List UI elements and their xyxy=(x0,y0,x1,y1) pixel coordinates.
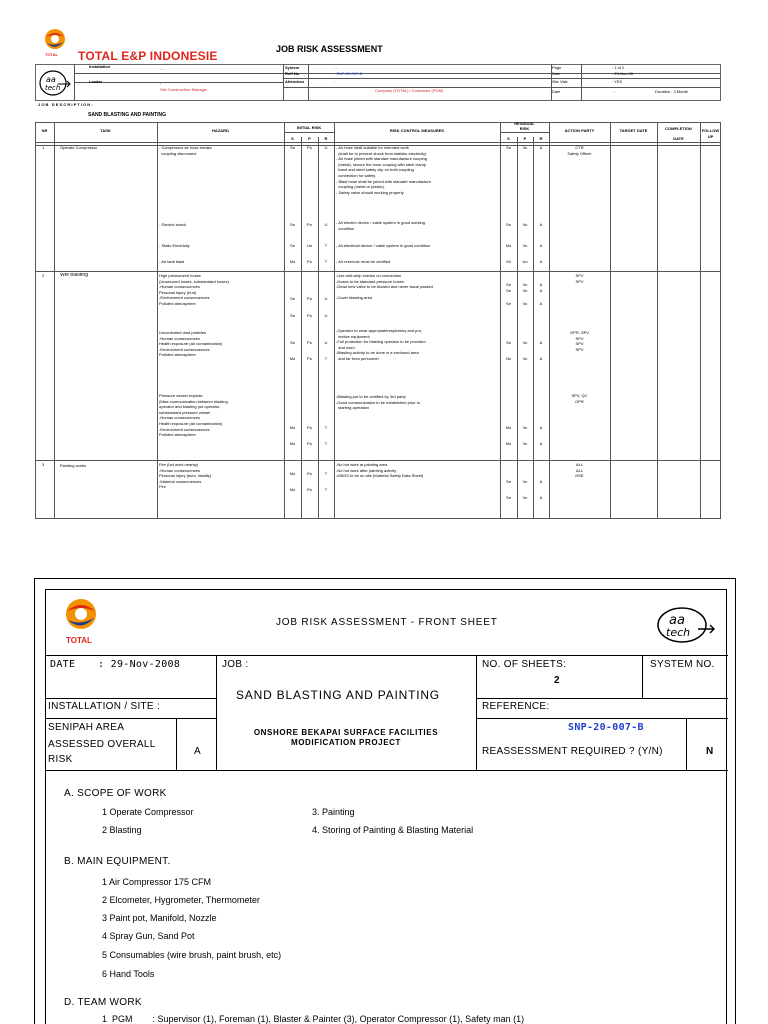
system-value: : - xyxy=(334,65,338,70)
aatech-logo xyxy=(38,68,72,98)
installation-label: Installation xyxy=(89,64,111,69)
list-item: 4. Storing of Painting & Blasting Material xyxy=(312,825,474,835)
control: -Operator to wear appropiaterespiratory and pro- tective equipment -Full protection for blasting operator to be provided and worn -Blasting activity to be done in a enclosed area and far from personnel xyxy=(336,328,426,361)
rr-p: Vu Vu xyxy=(522,425,528,446)
rr-s: Mo Mo xyxy=(505,425,512,446)
control: - All electrical device / cable system in good condition xyxy=(336,243,431,248)
hazard: - Electric shock xyxy=(159,222,187,227)
ir-p: Po xyxy=(307,259,312,264)
list-item: 6 Hand Tools xyxy=(102,969,155,979)
list-item: 2 Blasting xyxy=(102,825,142,835)
rr-s: Se Se Se xyxy=(506,282,511,307)
ir-p: Un xyxy=(306,243,313,248)
ir-s: Se xyxy=(290,243,295,248)
ir-s: Mo Mo xyxy=(289,425,296,446)
aatech-logo xyxy=(654,605,716,645)
row-nr: 3 xyxy=(42,462,45,467)
rr-s: Se xyxy=(506,222,511,227)
hazard: High pressurized hoses (Unsecured hoses, substandard hoses) -Human consecuences Personal Injury (hurt) -Environment consecuences Polluted atmosphere xyxy=(159,273,229,306)
rr-s: Se Se xyxy=(506,479,511,500)
ir-s: Se xyxy=(290,145,295,150)
col-nr: NR xyxy=(41,128,48,133)
assessed-label: ASSESSED OVERALL RISK xyxy=(48,739,156,765)
leader-value: : xyxy=(160,81,162,86)
leader-label: Leader xyxy=(89,79,103,84)
col-action: ACTION PARTY xyxy=(564,128,595,133)
rr-p: Vu Vu Vu xyxy=(522,282,528,307)
rr-r: A A xyxy=(539,425,543,446)
job-description: SAND BLASTING AND PAINTING xyxy=(88,112,167,118)
control: -Blasting pot to be certified by 3rd party -Good communication to be established prior to starting operation xyxy=(336,394,421,411)
installation-value: SENIPAH AREA xyxy=(48,722,125,733)
reassessment-value: N xyxy=(706,746,714,757)
sitevisit-label: Site Visit xyxy=(552,79,568,84)
col-ir-r: R xyxy=(324,136,328,141)
job-description-label: J O B D E S C R I P T I O N : xyxy=(38,102,93,107)
ir-p: Po Po xyxy=(307,296,312,318)
list-item: 1 Air Compressor 175 CFM xyxy=(102,877,212,887)
total-logo xyxy=(60,596,102,638)
rr-r: A xyxy=(539,243,543,248)
list-item: 3. Painting xyxy=(312,807,355,817)
ir-r: U U xyxy=(324,296,328,318)
ir-r: T xyxy=(324,259,328,264)
col-hazard: HAZARD xyxy=(212,128,229,133)
company-brand: TOTAL E&P INDONESIE xyxy=(78,49,218,63)
rr-r: A xyxy=(539,259,543,264)
list-item: 4 Spray Gun, Sand Pot xyxy=(102,931,195,941)
hazard: - Air tank blast xyxy=(159,259,185,264)
system-label: System xyxy=(285,65,300,70)
col-target: TARGET DATE xyxy=(619,128,648,133)
front-sheet-inner xyxy=(45,589,727,1024)
control: -No hot work at painting area -No hot work after painting activity -MSDS to be on site (Material Safety Data Sheet) xyxy=(336,462,424,479)
job-title: SAND BLASTING AND PAINTING xyxy=(236,688,440,702)
hazard: Fire (hot work nearby) -Human consecuences Personal injury (burn, fatality) -Material consecuences Fire xyxy=(159,462,212,490)
rr-s: Mi xyxy=(506,259,511,264)
rr-s: Mo xyxy=(505,243,512,248)
total-small-text: TOTAL xyxy=(45,52,58,57)
row-nr: 2 xyxy=(42,273,45,278)
control: - All electric device / cable system in good working condition xyxy=(336,220,425,231)
row-task: Wet Blasting xyxy=(60,273,88,278)
ir-r: T xyxy=(324,243,328,248)
rr-p: Vu xyxy=(522,222,528,227)
sitevisit-value: : YES xyxy=(612,79,623,84)
ir-r: U xyxy=(324,145,328,150)
rr-p: Vu xyxy=(522,243,528,248)
hazard: - Compressor air hose breaks coupling disconnect xyxy=(159,145,212,156)
rr-r: A xyxy=(539,222,543,227)
ir-p: Po xyxy=(307,145,312,150)
sheet-title: JOB RISK ASSESSMENT xyxy=(276,44,383,54)
ir-p: Po Po xyxy=(307,471,312,492)
ir-r: T T xyxy=(324,425,328,446)
job-label: JOB : xyxy=(222,659,249,670)
reference-value: SNP-20-007-B xyxy=(568,722,644,733)
ir-r: U T xyxy=(324,340,328,361)
page-value: : 1 of 2 xyxy=(612,65,625,70)
action-party: ALL ALL HSE xyxy=(575,462,584,479)
rr-r: A A xyxy=(539,340,543,361)
ir-s: Se xyxy=(290,222,295,227)
leader-name: Site Construction Manager xyxy=(160,87,208,92)
ir-s: Se Se xyxy=(290,296,295,318)
rr-p: Vu Vu xyxy=(522,340,528,361)
rr-r: A xyxy=(539,145,543,150)
svg-text:aa: aa xyxy=(46,75,56,84)
action-party: CTR Safety Officer xyxy=(567,145,592,156)
system-no-label: SYSTEM NO. xyxy=(650,659,715,670)
date1-label: Date xyxy=(552,71,561,76)
ir-r: T T xyxy=(324,471,328,492)
ir-p: Po Po xyxy=(307,425,312,446)
hazard: - Static Electricity xyxy=(159,243,190,248)
svg-text:aa: aa xyxy=(669,613,685,628)
control: - Air reservoir must be certified xyxy=(336,259,391,264)
list-item: 2 Elcometer, Hygrometer, Thermometer xyxy=(102,895,260,905)
installation-value: : - xyxy=(160,66,164,71)
col-completion: COMPLETION DATE xyxy=(665,126,692,141)
installation-label: INSTALLATION / SITE : xyxy=(48,701,161,712)
sheets-value: 2 xyxy=(554,675,560,686)
list-item: 1 PGM : Supervisor (1), Foreman (1), Blaster & Painter (3), Operator Compressor (1), Safety man (1) xyxy=(102,1014,525,1024)
company-contractor: Company (TOTAL) / Contractor (PGM) xyxy=(375,88,444,93)
attendess-label: Attendess xyxy=(285,79,305,84)
sheets-label: NO. OF SHEETS: xyxy=(482,659,567,670)
attendess-value: : xyxy=(334,79,336,84)
page-label: Page xyxy=(552,65,562,70)
col-rr-r: R xyxy=(539,136,543,141)
equipment-heading: B. MAIN EQUIPMENT. xyxy=(64,856,171,867)
row-nr: 1 xyxy=(42,145,45,150)
date2-value: : - xyxy=(612,89,616,94)
col-task: TASK xyxy=(100,128,111,133)
col-control: RISK CONTROL MEASURES xyxy=(389,128,445,133)
front-sheet xyxy=(34,578,736,1024)
reff-label: Reff No xyxy=(285,71,300,76)
date-label: DATE xyxy=(50,659,76,670)
rr-p: Vu xyxy=(522,145,528,150)
date1-value: : 29-Nov-08 xyxy=(612,71,633,76)
scope-heading: A. SCOPE OF WORK xyxy=(64,788,167,799)
ir-s: Mo xyxy=(289,259,296,264)
action-party: OPR, SPV SPV SPV SPV xyxy=(570,330,589,352)
reff-value: : SNP-20-007-B xyxy=(334,71,363,76)
rr-s: Se No xyxy=(505,340,512,361)
list-item: 5 Consumables (wire brush, paint brush, etc) xyxy=(102,950,282,960)
rr-r: A A A xyxy=(539,282,543,307)
col-initial-risk: INITIAL RISK xyxy=(296,125,322,130)
ir-r: U xyxy=(324,222,328,227)
date2-label: Date xyxy=(552,89,561,94)
reference-label: REFERENCE: xyxy=(482,701,550,712)
col-rr-p: P xyxy=(523,136,527,141)
rr-r: A A xyxy=(539,479,543,500)
col-ir-p: P xyxy=(308,136,311,141)
front-title: JOB RISK ASSESSMENT - FRONT SHEET xyxy=(276,617,498,628)
rr-p: Vu Vu xyxy=(522,479,528,500)
team-heading: D. TEAM WORK xyxy=(64,997,142,1008)
rr-s: Se xyxy=(506,145,511,150)
row-task: Operate Compressor xyxy=(60,145,98,150)
assessed-value: A xyxy=(194,746,201,757)
svg-text:tech: tech xyxy=(45,84,61,92)
reassessment-label: REASSESSMENT REQUIRED ? (Y/N) xyxy=(482,746,663,757)
date-value: : 29-Nov-2008 xyxy=(98,659,181,670)
row-task: Painting works xyxy=(60,463,87,468)
svg-text:tech: tech xyxy=(666,626,691,639)
col-follow: FOLLOW UP xyxy=(701,128,720,139)
list-item: 1 Operate Compressor xyxy=(102,807,194,817)
col-ir-s: S xyxy=(291,136,294,141)
ir-p: Po xyxy=(307,222,312,227)
ir-s: Se Mo xyxy=(289,340,296,361)
ir-s: Mo Mo xyxy=(289,471,296,492)
hazard: Uncontrolled dust particles -Human consecuences Health exposure (air contamination) -Environment consecuences Polluted atmosphere xyxy=(159,330,223,358)
rr-p: Un xyxy=(522,259,528,264)
col-rr-s: S xyxy=(507,136,510,141)
action-party: SPV, QC OPR xyxy=(571,393,588,404)
duration: Duration : 3 Month xyxy=(655,89,688,94)
total-logo xyxy=(42,27,68,53)
total-small-text: TOTAL xyxy=(66,636,92,645)
col-residual-risk: RESIDUAL RISK xyxy=(514,121,535,131)
hazard: Pressure vessel explode (Miss communication between blasting operator and blasting pot operator, substandard pressure vessel -Human consecuences Health exposure (air contamination) -Environment consecuences Polluted atmosphere xyxy=(159,393,228,438)
control: -Use anti-whip checks on connection -Hoses to be standard pressure hoses -Dead new valve to be blowed and never issue passed -Cover blasting area xyxy=(336,273,433,301)
ir-p: Po Po xyxy=(307,340,312,361)
action-party: SPV SPV xyxy=(575,273,584,284)
list-item: 3 Paint pot, Manifold, Nozzle xyxy=(102,913,217,923)
control: - Air hose shall suitable for intended work (shall be to prevent shock from statistic electricity) - Air hose joined with standart manufacture couping (metal), secure the hose couping with steel clamp band and steel safety clip on both coupling connection for safety. - Blast hose shall be joined with standart manufacture coupling (metal or plastic). - Safety valve should working properly. xyxy=(336,145,431,195)
project-name: ONSHORE BEKAPAI SURFACE FACILITIES MODIFICATION PROJECT xyxy=(253,728,439,747)
